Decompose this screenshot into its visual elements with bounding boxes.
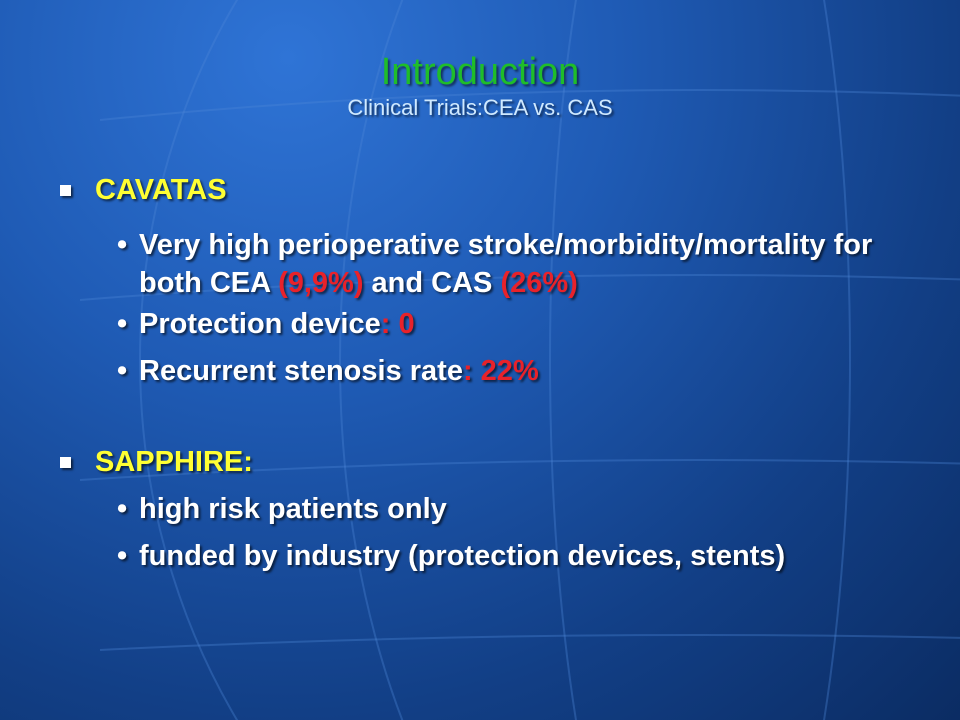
bullet-dot-icon: • bbox=[117, 493, 128, 525]
section-heading-text: CAVATAS bbox=[95, 174, 227, 206]
slide-subtitle: Clinical Trials:CEA vs. CAS bbox=[347, 95, 613, 120]
slide-title: Introduction bbox=[380, 51, 580, 93]
cea-rate-value: (9,9%) bbox=[278, 267, 364, 299]
bullet-text-part: Very high perioperative stroke/morbidity/mortality for both CEA bbox=[139, 229, 873, 299]
protection-device-value: : 0 bbox=[380, 308, 415, 340]
bullet-item bbox=[113, 226, 903, 302]
cas-rate-value: (26%) bbox=[500, 267, 578, 299]
section-heading-text: SAPPHIRE: bbox=[95, 446, 253, 478]
recurrent-stenosis-value: : 22% bbox=[462, 355, 539, 387]
bullet-item bbox=[113, 537, 903, 575]
bullet-item-text bbox=[113, 352, 903, 390]
bullet-item-text: funded by industry (protection devices, stents) bbox=[139, 540, 786, 572]
bullet-text-part: and CAS bbox=[363, 267, 501, 299]
section-heading-sapphire bbox=[60, 446, 253, 479]
square-bullet-icon bbox=[60, 185, 71, 196]
bullet-dot-icon: • bbox=[117, 355, 128, 387]
bullet-text-part: Recurrent stenosis rate bbox=[139, 355, 463, 387]
bullet-item-text: high risk patients only bbox=[139, 493, 447, 525]
bullet-item-text bbox=[113, 226, 903, 302]
bullet-text-part: Protection device bbox=[139, 308, 381, 340]
bullet-dot-icon: • bbox=[117, 540, 128, 572]
bullet-dot-icon: • bbox=[117, 308, 128, 340]
bullet-item-text bbox=[113, 305, 903, 343]
bullet-dot-icon: • bbox=[117, 229, 128, 261]
bullet-item bbox=[113, 352, 903, 390]
bullet-item bbox=[113, 490, 903, 528]
square-bullet-icon bbox=[60, 457, 71, 468]
bullet-item bbox=[113, 305, 903, 343]
section-heading-cavatas bbox=[60, 174, 227, 207]
